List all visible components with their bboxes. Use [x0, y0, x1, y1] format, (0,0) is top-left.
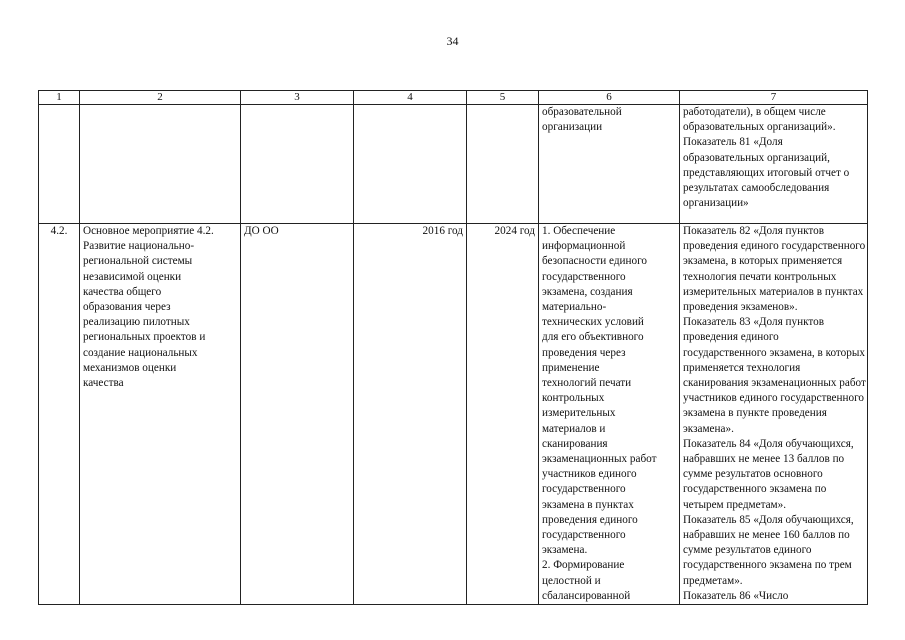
cell-text-line: проведения единого государственного	[683, 240, 866, 253]
cell-measure	[80, 105, 241, 224]
header-col-1: 1	[39, 91, 80, 105]
cell-text-line: представляющих итоговый отчет о	[683, 166, 850, 179]
cell-text-line: Показатель 84 «Доля обучающихся,	[683, 437, 854, 450]
cell-text-line: набравших не менее 13 баллов по	[683, 453, 845, 466]
cell-text-line: Показатель 82 «Доля пунктов	[683, 225, 824, 237]
table-row-4-2	[39, 224, 868, 605]
header-col-5: 5	[467, 91, 539, 105]
cell-text-line: образования через	[83, 301, 171, 314]
cell-text-line: измерительных материалов в пунктах	[683, 285, 864, 298]
cell-text-line: экзамена, в которых применяется	[683, 255, 843, 268]
cell-text-line: Показатель 81 «Доля	[683, 136, 783, 149]
cell-text-line: качества	[83, 377, 124, 390]
header-row	[39, 91, 868, 105]
cell-text-line: Показатель 86 «Число	[683, 589, 789, 602]
cell-end-year: 2024 год	[467, 224, 539, 605]
cell-executor: ДО ОО	[241, 224, 354, 605]
cell-text-line: сумме результатов основного	[683, 468, 823, 481]
cell-text-line: государственного экзамена, в которых	[683, 346, 865, 359]
cell-text-line: образовательных организаций,	[683, 151, 830, 164]
cell-measure	[80, 224, 241, 605]
cell-text-line: образовательной	[542, 106, 622, 118]
cell-text-line: сбалансированной	[542, 589, 631, 602]
cell-text-line: Показатель 83 «Доля пунктов	[683, 316, 824, 329]
cell-text-line: технологий печати	[542, 377, 632, 390]
header-col-6: 6	[539, 91, 680, 105]
cell-text-line: Показатель 85 «Доля обучающихся,	[683, 513, 854, 526]
cell-text-line: региональных проектов и	[83, 331, 206, 344]
cell-text-line: материалов и	[542, 422, 606, 435]
cell-end-year	[467, 105, 539, 224]
cell-text-line: целостной и	[542, 574, 601, 587]
cell-text-line: проведения экзаменов».	[683, 301, 798, 314]
cell-text-line: применяется технология	[683, 361, 801, 374]
cell-text-line: измерительных	[542, 407, 616, 420]
cell-text-line: государственного экзамена по трем	[683, 559, 852, 572]
cell-text-line: независимой оценки	[83, 270, 182, 283]
cell-text-line: качества общего	[83, 285, 162, 298]
cell-text-line: проведения единого	[542, 513, 638, 526]
cell-text-line: экзамена в пунктах	[542, 498, 634, 511]
cell-text-line: государственного экзамена по	[683, 483, 827, 496]
cell-text-line: участников единого	[542, 468, 637, 481]
cell-text-line: экзамена».	[683, 422, 734, 435]
cell-text-line: набравших не менее 160 баллов по	[683, 529, 850, 542]
table-row-continuation	[39, 105, 868, 224]
cell-number: 4.2.	[39, 224, 80, 605]
cell-number	[39, 105, 80, 224]
cell-text-line: предметам».	[683, 574, 743, 587]
cell-executor	[241, 105, 354, 224]
cell-start-year	[354, 105, 467, 224]
page-number: 34	[446, 34, 459, 48]
header-col-3: 3	[241, 91, 354, 105]
cell-text-line: сумме результатов единого	[683, 544, 812, 557]
cell-text-line: информационной	[542, 240, 626, 253]
cell-text-line: 2. Формирование	[542, 559, 625, 572]
cell-text-line: безопасности единого	[542, 255, 647, 268]
cell-text-line: применение	[542, 361, 600, 374]
cell-text-line: технология печати контрольных	[683, 270, 837, 283]
cell-text-line: сканирования экзаменационных работ	[683, 377, 866, 390]
cell-text-line: экзамена.	[542, 544, 588, 557]
cell-text-line: Основное мероприятие 4.2.	[83, 225, 214, 237]
program-table	[38, 90, 868, 605]
cell-text-line: проведения через	[542, 346, 626, 359]
cell-text-line: государственного	[542, 483, 626, 496]
cell-text-line: Развитие национально-	[83, 240, 195, 253]
cell-text-line: экзамена, создания	[542, 285, 633, 298]
cell-text-line: государственного	[542, 270, 626, 283]
cell-text-line: 1. Обеспечение	[542, 225, 616, 237]
cell-text-line: механизмов оценки	[83, 361, 177, 374]
cell-text-line: участников единого государственного	[683, 392, 864, 405]
cell-indicators	[680, 224, 868, 605]
cell-text-line: образовательных организаций».	[683, 121, 836, 134]
cell-text-line: создание национальных	[83, 346, 198, 359]
cell-text-line: экзамена в пункте проведения	[683, 407, 827, 420]
header-col-4: 4	[354, 91, 467, 105]
cell-text-line: технических условий	[542, 316, 644, 329]
cell-text-line: сканирования	[542, 437, 608, 450]
cell-text-line: государственного	[542, 529, 626, 542]
cell-start-year: 2016 год	[354, 224, 467, 605]
cell-text-line: организации	[542, 121, 603, 134]
cell-text-line: контрольных	[542, 392, 605, 405]
cell-text-line: четырем предметам».	[683, 498, 787, 511]
cell-text-line: результатах самообследования	[683, 182, 830, 195]
cell-text-line: региональной системы	[83, 255, 193, 268]
cell-text-line: организации»	[683, 197, 749, 210]
cell-results	[539, 224, 680, 605]
cell-text-line: работодатели), в общем числе	[683, 106, 826, 118]
header-col-2: 2	[80, 91, 241, 105]
cell-text-line: материально-	[542, 301, 607, 314]
cell-indicators	[680, 105, 868, 224]
cell-text-line: реализацию пилотных	[83, 316, 190, 329]
cell-text-line: для его объективного	[542, 331, 644, 344]
cell-text-line: экзаменационных работ	[542, 453, 657, 466]
cell-text-line: проведения единого	[683, 331, 779, 344]
cell-results	[539, 105, 680, 224]
header-col-7: 7	[680, 91, 868, 105]
